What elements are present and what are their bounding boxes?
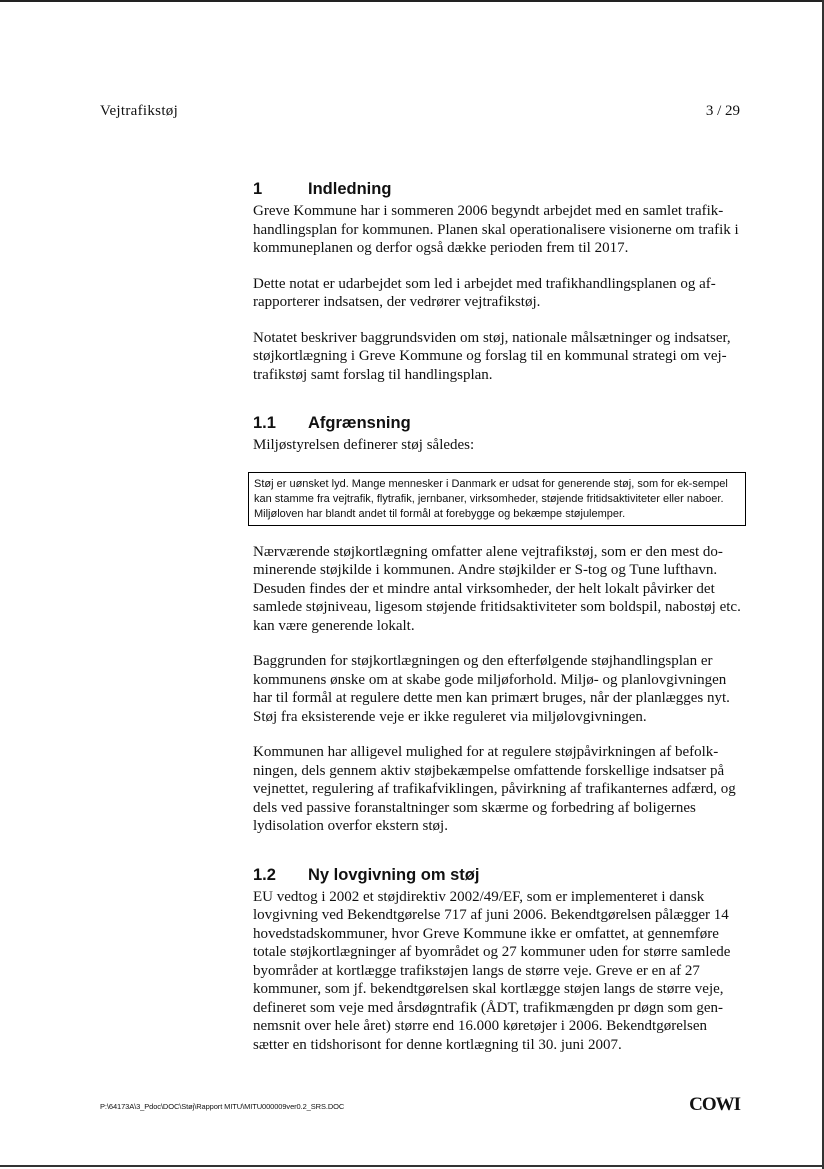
section-title: Ny lovgivning om støj	[308, 865, 480, 884]
scan-border-bottom	[0, 1165, 824, 1167]
paragraph: Nærværende støjkortlægning omfatter alene vejtrafikstøj, som er den mest do-minerende støjkilde i kommunen. Andre støjkilder er S-tog og Tune lufthavn. Desuden findes der et mindre antal virksomheder, der helt lokalt påvirker det samlede støjniveau, ligesom støjende fritidsaktiviteter som boldspil, nabostøj etc. kan være generende lokalt.	[253, 543, 741, 634]
paragraph: Kommunen har alligevel mulighed for at regulere støjpåvirkningen af befolk-ningen, dels gennem aktiv støjbekæmpelse omfattende forskellige indsatser på vejnettet, regulering af trafikafviklingen, påvirkning af trafikanternes adfærd, og dels ved passive foranstaltninger som skærme og forbedring af boligernes lydisolation overfor ekstern støj.	[253, 744, 736, 834]
paragraph: Dette notat er udarbejdet som led i arbejdet med trafikhandlingsplanen og af-rapporterer indsatsen, der vedrører vejtrafikstøj.	[253, 275, 716, 310]
file-path: P:\64173A\3_Pdoc\DOC\Støj\Rapport MITU\MITU000009ver0.2_SRS.DOC	[100, 1102, 345, 1111]
section-heading-1-1	[253, 414, 741, 436]
running-title: Vejtrafikstøj	[100, 103, 179, 119]
section-heading-1-2	[253, 866, 741, 888]
paragraph: Greve Kommune har i sommeren 2006 begyndt arbejdet med en samlet trafik-handlingsplan for kommunen. Planen skal operationalisere visionerne om trafik i kommuneplanen og derfor også dække perioden frem til 2017.	[253, 203, 739, 256]
section-number: 1	[253, 180, 263, 198]
section-title: Afgrænsning	[308, 414, 411, 432]
paragraph: Baggrunden for støjkortlægningen og den efterfølgende støjhandlingsplan er kommunens ønske om at skabe gode miljøforhold. Miljø- og planlovgivningen har til formål at regulere dette men kan primært bruges, når der planlægges nyt. Støj fra eksisterende veje er ikke reguleret via miljølovgivningen.	[253, 653, 730, 725]
section-number: 1.1	[253, 414, 276, 432]
cowi-logo: COWI	[689, 1094, 740, 1115]
paragraph: Notatet beskriver baggrundsviden om støj, nationale målsætninger og indsatser, støjkortlægning i Greve Kommune og forslag til en kommunal strategi om vej-trafikstøj samt forslag til handlingsplan.	[253, 329, 731, 383]
section-number: 1.2	[253, 865, 276, 884]
scan-border-top	[0, 0, 824, 2]
definition-box: Støj er uønsket lyd. Mange mennesker i Danmark er udsat for generende støj, som for ek-sempel kan stamme fra vejtrafik, flytrafik, jernbaner, virksomheder, støjende fritidsaktiviteter eller naboer. Miljøloven har blandt andet til formål at forebygge og bekæmpe støjulemper.	[248, 472, 746, 526]
section-title: Indledning	[308, 180, 392, 198]
document-body	[253, 180, 741, 1054]
paragraph: EU vedtog i 2002 et støjdirektiv 2002/49/EF, som er implementeret i dansk lovgivning ved Bekendtgørelse 717 af juni 2006. Bekendtgørelsen pålægger 14 hovedstadskommuner, hvor Greve Kommune ikke er omfattet, at gennemføre totale støjkortlægninger af byområdet og 27 kommuner uden for større samlede byområder at kortlægge trafikstøjen langs de større veje. Greve er en af 27 kommuner, som jf. bekendtgørelsen skal kortlægge støjen langs de større veje, defineret som veje med årsdøgntrafik (ÅDT, trafikmængden pr døgn som gen-nemsnit over hele året) større end 16.000 køretøjer i 2006. Bekendtgørelsen sætter en tidshorisont for denne kortlægning til 30. juni 2007.	[253, 888, 731, 1053]
section-heading-1	[253, 180, 741, 202]
page-number: 3 / 29	[705, 103, 740, 119]
paragraph: Miljøstyrelsen definerer støj således:	[253, 437, 475, 453]
